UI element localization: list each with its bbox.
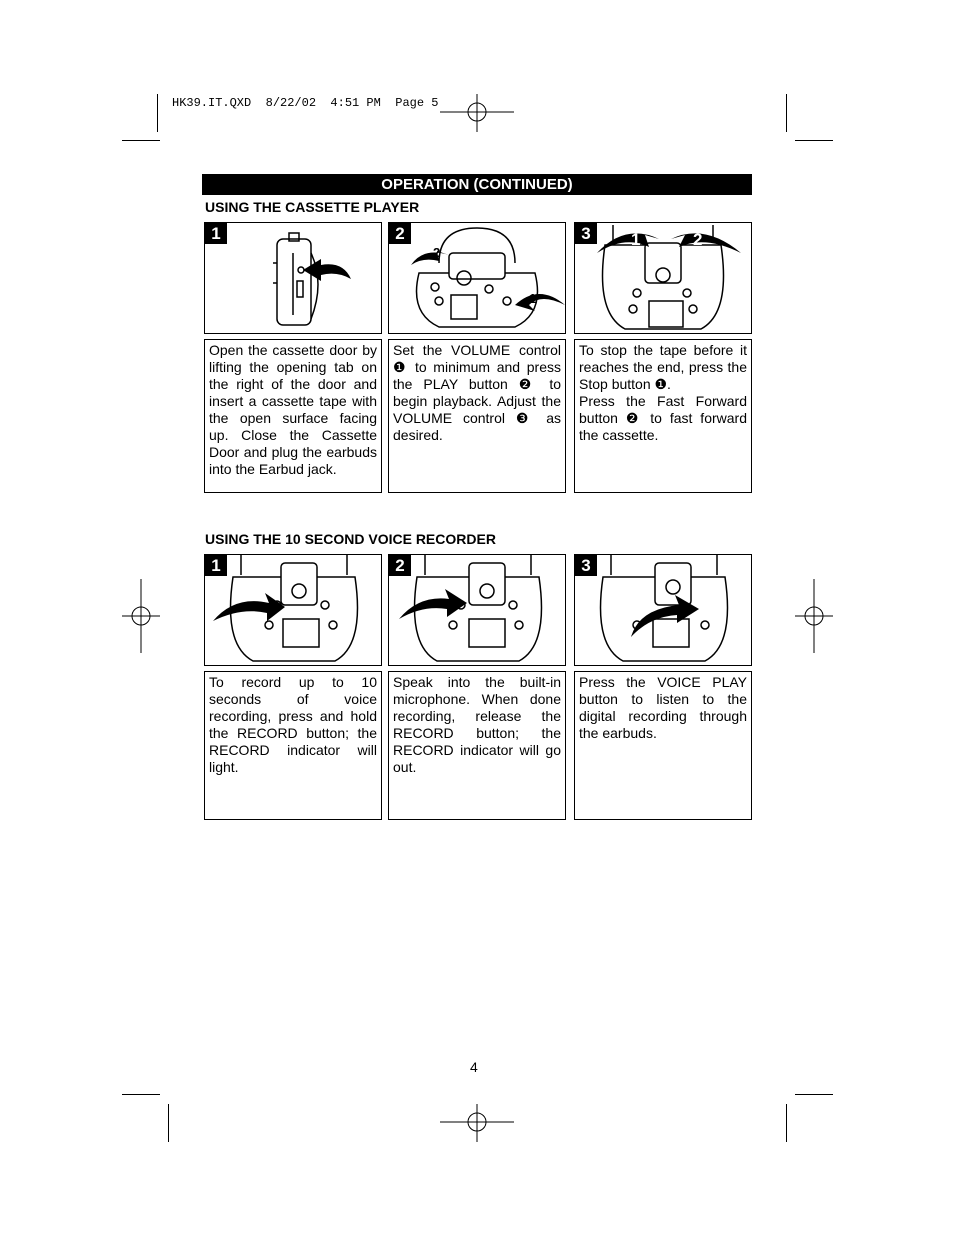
callout-1: 1 [631,230,641,249]
cassette-step-3-text [574,339,752,493]
cassette-step-1-illustration [204,222,382,334]
recorder-step-3-illustration [574,554,752,666]
callout-1: 1 [529,291,537,306]
fast-forward-instruction: Press the Fast Forward button ❷ to fast forward the cassette. [579,393,747,443]
purse-top-view-icon [575,223,751,333]
recorder-step-2-text: Speak into the built-in microphone. When done recording, release the RECORD button; the RECORD indicator will go out. [388,671,566,820]
cassette-heading: USING THE CASSETTE PLAYER [205,199,420,215]
device-side-view-icon [205,223,381,333]
purse-record-icon [205,555,381,665]
cassette-step-1-text: Open the cassette door by lifting the opening tab on the right of the door and insert a cassette tape with the open surface facing up. Close the Cassette Door and plug the earbuds into the Earbud jack. [204,339,382,493]
step-number: 1 [205,223,227,244]
section-banner: OPERATION (CONTINUED) [202,174,752,195]
recorder-step-1-illustration [204,554,382,666]
purse-microphone-icon [389,555,565,665]
callout-2: 2 [433,245,441,260]
step-number: 2 [389,223,411,244]
step-number: 2 [389,555,411,576]
cassette-step-2-text: Set the VOLUME control ❶ to minimum and press the PLAY button ❷ to begin playback. Adjust the VOLUME control ❸ as desired. [388,339,566,493]
step-number: 3 [575,555,597,576]
stop-instruction: To stop the tape before it reaches the end, press the Stop button ❶. [579,342,747,392]
cassette-step-2-illustration [388,222,566,334]
purse-player-icon [389,223,565,333]
printer-slug: HK39.IT.QXD 8/22/02 4:51 PM Page 5 [172,96,439,110]
step-number: 1 [205,555,227,576]
callout-2: 2 [693,230,703,249]
purse-voice-play-icon [575,555,751,665]
recorder-step-3-text: Press the VOICE PLAY button to listen to the digital recording through the earbuds. [574,671,752,820]
recorder-heading: USING THE 10 SECOND VOICE RECORDER [205,531,496,547]
page-number: 4 [470,1059,478,1075]
recorder-step-1-text: To record up to 10 seconds of voice recording, press and hold the RECORD button; the RECORD indicator will light. [204,671,382,820]
cassette-step-3-illustration [574,222,752,334]
recorder-step-2-illustration [388,554,566,666]
step-number: 3 [575,223,597,244]
